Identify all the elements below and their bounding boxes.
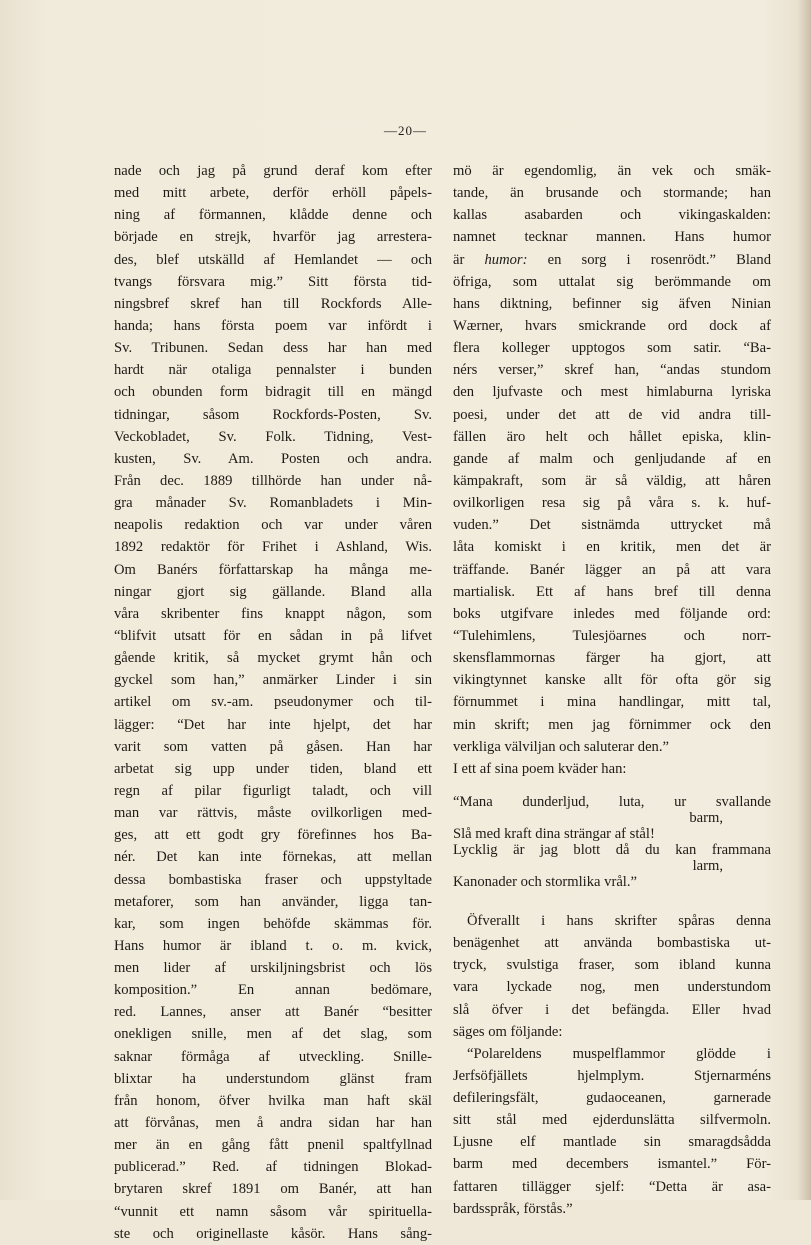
text-line: regn af pilar figurligt taladt, och vill	[114, 782, 432, 799]
text-line: kusten, Sv. Am. Posten och andra.	[114, 450, 432, 467]
text-line: publicerad.” Red. af tidningen Blokad-	[114, 1159, 432, 1176]
text-line: Öfverallt i hans skrifter spåras denna	[467, 912, 771, 929]
text-line: martialisk. Ett af hans bref till denna	[453, 583, 771, 600]
poem-line: Kanonader och stormlika vrål.”	[453, 873, 637, 890]
text-line: gande af malm och genljudande af en	[453, 450, 771, 467]
text-line: gra månader Sv. Romanbladets i Min-	[114, 495, 432, 512]
poem-line-turnover: barm,	[689, 809, 723, 826]
quote-line: fattaren tillägger sjelf: “Detta är asa-	[453, 1178, 771, 1195]
text-line: nade och jag på grund deraf kom efter	[114, 163, 432, 179]
poem-block	[453, 794, 771, 890]
text-line: verkliga välviljan och saluterar den.”	[453, 738, 669, 755]
text-line: “vunnit ett namn såsom vår spirituella-	[114, 1203, 432, 1220]
text-line: ningar gjort sig gällande. Bland alla	[114, 583, 432, 600]
quote-line: sitt stål med ejderdunslätta silfvermoln.	[453, 1112, 771, 1129]
text-line: Veckobladet, Sv. Folk. Tidning, Vest-	[114, 428, 432, 445]
text-line: Sv. Tribunen. Sedan dess har han med	[114, 340, 432, 357]
right-column	[453, 160, 771, 1220]
text-line: Wærner, hvars smickrande ord dock af	[453, 317, 771, 334]
text-line: handa; hans första poem var infördt i	[114, 317, 432, 334]
text-line: hans diktning, befinner sig äfven Ninian	[453, 295, 771, 312]
quote-line: barm med decembers ismantel.” För-	[453, 1156, 771, 1173]
text-line: tidningar, såsom Rockfords-Posten, Sv.	[114, 406, 432, 423]
humor-line-after: en sorg i rosenrödt.” Bland	[527, 251, 771, 268]
text-line: artikel om sv.-am. pseudonymer och til-	[114, 694, 432, 711]
text-line: min skrift; men jag förnimmer ock den	[453, 716, 771, 733]
text-line: tvangs försvara mig.” Sitt första tid-	[114, 273, 432, 290]
poem-line: “Mana dunderljud, luta, ur svallande	[453, 793, 771, 810]
text-line: arbetat sig upp under tiden, bland ett	[114, 760, 432, 777]
text-line: des, blef utskälld af Hemlandet — och	[114, 251, 432, 268]
text-line: säges om följande:	[453, 1023, 563, 1040]
text-line: vara lyckade nog, men understundom	[453, 979, 771, 996]
text-line: tande, än brusande och stormande; han	[453, 185, 771, 202]
humor-line-before: är	[453, 251, 485, 268]
text-line: “Tulehimlens, Tulesjöarnes och norr-	[453, 627, 771, 644]
text-line: att förvånas, men å andra sidan har han	[114, 1115, 432, 1132]
text-line: slå öfver i det befängda. Eller hvad	[453, 1001, 771, 1018]
text-line: gyckel som han,” anmärker Linder i sin	[114, 672, 432, 689]
spacer	[453, 890, 771, 910]
text-line: kallas asabarden och vikingaskalden:	[453, 207, 771, 224]
text-line: hardt när otaliga pennalster i bunden	[114, 362, 432, 379]
page-number: —20—	[384, 123, 427, 138]
text-line: vikingtynnet kanske allt för ofta gör sig	[453, 672, 771, 689]
spacer	[453, 780, 771, 794]
text-line: saknar förmåga af utveckling. Snille-	[114, 1048, 432, 1065]
text-line: lägger: “Det har inte hjelpt, det har	[114, 716, 432, 733]
text-line: ste och originellaste kåsör. Hans sång-	[114, 1225, 432, 1242]
text-line: träffande. Banér lägger an på att vara	[453, 561, 771, 578]
text-line: kämpakraft, som är så väldig, att håren	[453, 472, 771, 489]
text-line: ningsbref skref han till Rockfords Alle-	[114, 295, 432, 312]
text-line: våra skribenter fins knappt någon, som	[114, 605, 432, 622]
text-line: den ljufvaste och mest himlaburna lyriska	[453, 384, 771, 401]
text-line: mö är egendomlig, än vek och smäk-	[453, 163, 771, 179]
text-line: ges, att ett godt gry förefinnes hos Ba-	[114, 827, 432, 844]
poem-line: Slå med kraft dina strängar af stål!	[453, 825, 655, 842]
text-line: och obunden form bidragit till en mängd	[114, 384, 432, 401]
text-line: varit som vatten på gåsen. Han har	[114, 738, 432, 755]
text-line: ovilkorligen resa sig på våra s. k. huf-	[453, 495, 771, 512]
text-line: från honom, öfver hvilka man haft skäl	[114, 1092, 432, 1109]
text-line: 1892 redaktör för Frihet i Ashland, Wis.	[114, 539, 432, 556]
text-line: kar, som ingen behöfde skämmas för.	[114, 915, 432, 932]
text-line: skensflammornas färger ha gjort, att	[453, 650, 771, 667]
text-line: började en strejk, hvarför jag arrestera-	[114, 229, 432, 246]
poem-line: Lycklig är jag blott då du kan frammana	[453, 841, 771, 858]
prose-quote-block	[453, 1043, 771, 1220]
text-line: med mitt arbete, derför erhöll påpels-	[114, 185, 432, 202]
text-line: öfriga, som uttalat sig berömmande om	[453, 273, 771, 290]
text-line: “blifvit utsatt för en sådan in på lifvet	[114, 627, 432, 644]
text-line: brytaren skref 1891 om Banér, att han	[114, 1181, 432, 1198]
text-line: boks utgifvare inledes med följande ord:	[453, 605, 771, 622]
text-line: blixtar ha understundom glänst fram	[114, 1070, 432, 1087]
text-line: gående kritik, så mycket grymt hån och	[114, 650, 432, 667]
text-line: man var rättvis, måste ovilkorligen med-	[114, 805, 432, 822]
text-line: namnet tecknar mannen. Hans humor	[453, 229, 771, 246]
text-line: fällen äro helt och hållet episka, klin-	[453, 428, 771, 445]
text-line: poesi, under det att de vid andra till-	[453, 406, 771, 423]
text-line: men lider af urskiljningsbrist och lös	[114, 960, 432, 977]
text-line: nér. Det kan inte förnekas, att mellan	[114, 849, 432, 866]
text-line: Om Banérs författarskap ha många me-	[114, 561, 432, 578]
text-line: dessa bombastiska fraser och uppstyltade	[114, 871, 432, 888]
text-line: metaforer, som han använder, ligga tan-	[114, 893, 432, 910]
text-line: nérs verser,” skref han, “andas stundom	[453, 362, 771, 379]
text-line: Från dec. 1889 tillhörde han under nå-	[114, 472, 432, 489]
page-edge-shadow	[797, 0, 811, 1200]
text-line: red. Lannes, anser att Banér “besitter	[114, 1004, 432, 1021]
quote-line: “Polareldens muspelflammor glödde i	[467, 1045, 771, 1062]
text-line: förnummet i mina handlingar, mitt tal,	[453, 694, 771, 711]
text-line: benägenhet att använda bombastiska ut-	[453, 935, 771, 952]
text-line: låta komiskt i en kritik, men det är	[453, 539, 771, 556]
text-line: mer än en gång fått pnenil spaltfyllnad	[114, 1137, 432, 1154]
quote-line: Jerfsöfjällets hjelmplym. Stjernarméns	[453, 1067, 771, 1084]
poem-line-turnover: larm,	[692, 857, 723, 874]
text-line: flera kolleger upptogos som satir. “Ba-	[453, 340, 771, 357]
humor-italic-word: humor:	[484, 251, 528, 268]
text-line: neapolis redaktion och var under våren	[114, 517, 432, 534]
text-line: I ett af sina poem kväder han:	[453, 760, 627, 777]
text-line: ning af förmannen, klådde denne och	[114, 207, 432, 224]
text-line-humor	[453, 249, 771, 271]
quote-line: bardsspråk, förstås.”	[453, 1200, 573, 1217]
text-line: vuden.” Det sistnämda uttrycket må	[453, 517, 771, 534]
text-line: Hans humor är ibland t. o. m. kvick,	[114, 937, 432, 954]
text-line: tryck, svulstiga fraser, som ibland kunna	[453, 957, 771, 974]
left-column	[114, 160, 432, 1245]
quote-line: defileringsfält, gudaoceanen, garnerade	[453, 1090, 771, 1107]
text-line: onekligen snille, men af det slag, som	[114, 1026, 432, 1043]
text-line: komposition.” En annan bedömare,	[114, 982, 432, 999]
quote-line: Ljusne elf mantlade sin smaragdsådda	[453, 1134, 771, 1151]
